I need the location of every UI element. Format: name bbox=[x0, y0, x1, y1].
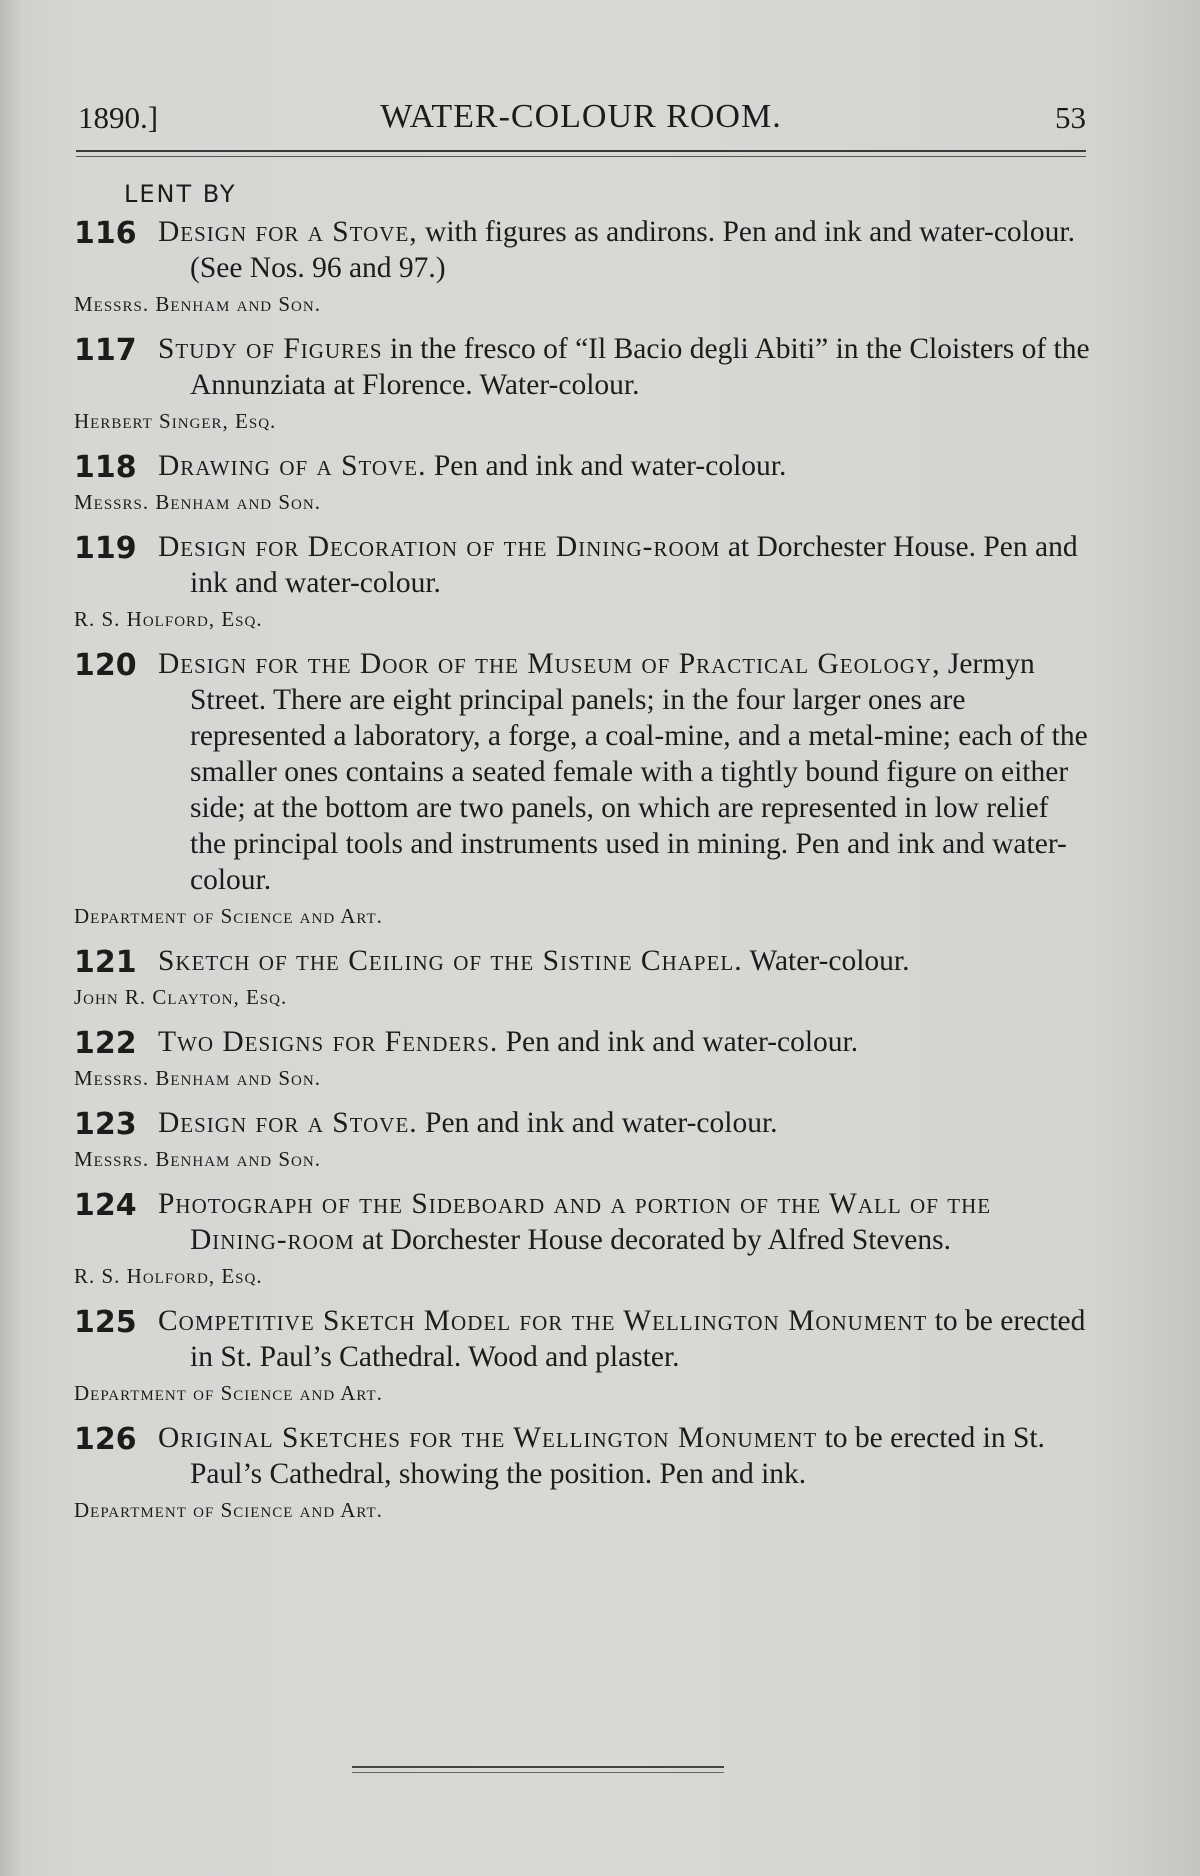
catalogue-entry bbox=[50, 646, 1090, 929]
entry-lender: Messrs. Benham and Son. bbox=[74, 292, 321, 316]
entry-text: with figures as andirons. Pen and ink and water-colour. (See Nos. 96 and 97.) bbox=[190, 216, 1075, 284]
entry-lender: Messrs. Benham and Son. bbox=[74, 1066, 321, 1090]
entry-description bbox=[158, 529, 1090, 601]
entry-text: Pen and ink and water-colour. bbox=[498, 1026, 859, 1058]
entry-text: Jermyn Street. There are eight principal panels; in the four larger ones are represented a laboratory, a forge, a coal-mine, and a metal-mine; each of the smaller ones contains a seated female with a tightly bound figure on either side; at the bottom are two panels, on which are represented in low relief the principal tools and instruments used in mining. Pen and ink and water-colour. bbox=[190, 648, 1088, 896]
catalogue-entry bbox=[50, 448, 1090, 515]
catalogue-entry bbox=[50, 1420, 1090, 1523]
entry-text: to be erected in St. Paul’s Cathedral. Wood and plaster. bbox=[190, 1305, 1086, 1373]
entry-description bbox=[158, 1303, 1090, 1375]
entry-lender: Department of Science and Art. bbox=[74, 1381, 383, 1405]
entry-lender: R. S. Holford, Esq. bbox=[74, 607, 263, 631]
entry-number: 119 bbox=[74, 531, 137, 566]
entry-text: Pen and ink and water-colour. bbox=[426, 450, 787, 482]
catalogue-entry bbox=[50, 529, 1090, 632]
catalogue-entry bbox=[50, 1186, 1090, 1289]
catalogue-entries bbox=[50, 214, 1090, 1537]
entry-description bbox=[158, 448, 1090, 484]
entry-description bbox=[158, 646, 1090, 898]
entry-description bbox=[158, 214, 1090, 286]
entry-description bbox=[158, 943, 1090, 979]
entry-title: Study of Figures bbox=[158, 333, 383, 365]
entry-number: 116 bbox=[74, 216, 137, 251]
entry-number: 125 bbox=[74, 1305, 137, 1340]
entry-number: 123 bbox=[74, 1107, 137, 1142]
catalogue-entry bbox=[50, 214, 1090, 317]
entry-title: Design for the Door of the Museum of Practical Geology, bbox=[158, 648, 941, 680]
page-number: 53 bbox=[1055, 100, 1086, 135]
header-rule-thin bbox=[76, 156, 1086, 157]
entry-number: 121 bbox=[74, 945, 137, 980]
entry-title: Design for a Stove, bbox=[158, 216, 418, 248]
entry-title: Drawing of a Stove. bbox=[158, 450, 427, 482]
header-title: WATER-COLOUR ROOM. bbox=[380, 98, 782, 135]
entry-number: 124 bbox=[74, 1188, 137, 1223]
entry-number: 118 bbox=[74, 450, 137, 485]
entry-description bbox=[158, 1024, 1090, 1060]
catalogue-entry bbox=[50, 943, 1090, 1010]
entry-title: Two Designs for Fenders. bbox=[158, 1026, 499, 1058]
entry-description bbox=[158, 1186, 1090, 1258]
catalogue-entry bbox=[50, 331, 1090, 434]
entry-text: Water-colour. bbox=[742, 945, 910, 977]
running-header bbox=[72, 98, 1090, 142]
header-rule bbox=[76, 150, 1086, 152]
catalogue-entry bbox=[50, 1303, 1090, 1406]
entry-lender: John R. Clayton, Esq. bbox=[74, 985, 288, 1009]
entry-lender: Department of Science and Art. bbox=[74, 1498, 383, 1522]
lent-by-label: LENT BY bbox=[124, 180, 237, 208]
entry-title: Design for a Stove. bbox=[158, 1107, 418, 1139]
entry-title: Competitive Sketch Model for the Wellington Monument bbox=[158, 1305, 928, 1337]
catalogue-entry bbox=[50, 1105, 1090, 1172]
entry-description bbox=[158, 1105, 1090, 1141]
entry-number: 122 bbox=[74, 1026, 137, 1061]
entry-lender: R. S. Holford, Esq. bbox=[74, 1264, 263, 1288]
entry-lender: Messrs. Benham and Son. bbox=[74, 490, 321, 514]
entry-number: 120 bbox=[74, 648, 137, 683]
catalogue-entry bbox=[50, 1024, 1090, 1091]
header-year: 1890.] bbox=[78, 100, 159, 135]
entry-title: Sketch of the Ceiling of the Sistine Chapel. bbox=[158, 945, 743, 977]
entry-title: Design for Decoration of the Dining-room bbox=[158, 531, 721, 563]
entry-description bbox=[158, 1420, 1090, 1492]
entry-description bbox=[158, 331, 1090, 403]
entry-lender: Messrs. Benham and Son. bbox=[74, 1147, 321, 1171]
footer-rule-thin bbox=[352, 1772, 724, 1773]
entry-lender: Department of Science and Art. bbox=[74, 904, 383, 928]
footer-rule bbox=[352, 1766, 724, 1768]
entry-text: in the fresco of “Il Bacio degli Abiti” in the Cloisters of the Annunziata at Florence. Water-colour. bbox=[190, 333, 1090, 401]
entry-text: Pen and ink and water-colour. bbox=[417, 1107, 778, 1139]
entry-text: at Dorchester House decorated by Alfred Stevens. bbox=[354, 1224, 951, 1256]
entry-lender: Herbert Singer, Esq. bbox=[74, 409, 277, 433]
entry-text: at Dorchester House. Pen and ink and water-colour. bbox=[190, 531, 1078, 599]
entry-text: to be erected in St. Paul’s Cathedral, showing the position. Pen and ink. bbox=[190, 1422, 1045, 1490]
entry-title: Original Sketches for the Wellington Monument bbox=[158, 1422, 818, 1454]
entry-number: 126 bbox=[74, 1422, 137, 1457]
entry-number: 117 bbox=[74, 333, 137, 368]
entry-title: Photograph of the Sideboard and a portion of the Wall of the Dining-room bbox=[158, 1188, 992, 1256]
